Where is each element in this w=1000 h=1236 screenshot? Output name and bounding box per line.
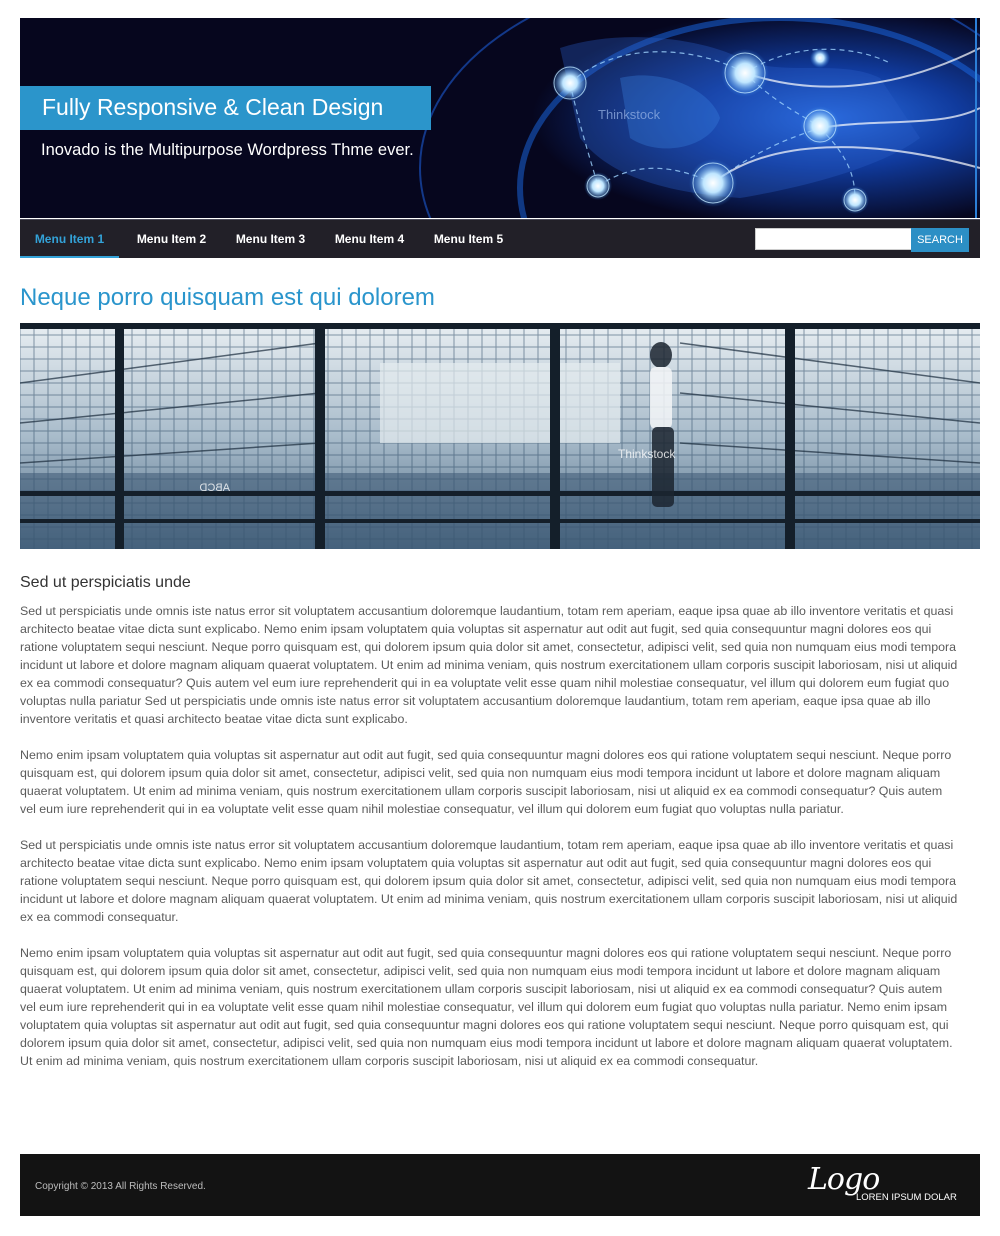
search-button[interactable]: SEARCH — [911, 228, 969, 252]
paragraph: Sed ut perspiciatis unde omnis iste natus error sit voluptatem accusantium doloremque laudantium, totam rem aperiam, eaque ipsa quae ab illo inventore veritatis et quasi architecto beatae vitae dicta sunt explicabo. Nemo enim ipsam voluptatem quia voluptas sit aspernatur aut odit aut fugit, sed quia consequuntur magni dolores eos qui ratione voluptatem sequi nesciunt. Neque porro quisquam est, qui dolorem ipsum quia dolor sit amet, consectetur, adipisci velit, sed quia non numquam eius modi tempora incidunt ut labore et dolore magnam aliquam quaerat voluptatem. Ut enim ad minima veniam, quis nostrum exercitationem ullam corporis suscipit laboriosam, nisi ut aliquid ex ea commodi consequatur. — [20, 838, 958, 924]
hero-sign: ABCD — [199, 482, 230, 494]
hero-watermark: Thinkstock — [618, 447, 676, 461]
footer-tagline: LOREN IPSUM DOLAR — [856, 1192, 957, 1203]
nav-item-4[interactable]: Menu Item 4 — [334, 232, 405, 246]
banner-watermark: Thinkstock — [598, 107, 661, 122]
banner-headline: Fully Responsive & Clean Design — [42, 94, 384, 120]
banner-subline: Inovado is the Multipurpose Wordpress Thme ever. — [41, 141, 414, 159]
banner-headline-box — [20, 86, 431, 130]
paragraph: Sed ut perspiciatis unde omnis iste natus error sit voluptatem accusantium doloremque laudantium, totam rem aperiam, eaque ipsa quae ab illo inventore veritatis et quasi architecto beatae vitae dicta sunt explicabo. Nemo enim ipsam voluptatem quia voluptas sit aspernatur aut odit aut fugit, sed quia consequuntur magni dolores eos qui ratione voluptatem sequi nesciunt. Neque porro quisquam est, qui dolorem ipsum quia dolor sit amet, consectetur, adipisci velit, sed quia non numquam eius modi tempora incidunt ut labore et dolore magnam aliquam quaerat voluptatem. Ut enim ad minima veniam, quis nostrum exercitationem ullam corporis suscipit laboriosam, nisi ut aliquid ex ea commodi consequatur? Quis autem vel eum iure reprehenderit qui in ea voluptate velit esse quam nihil molestiae consequatur, vel illum qui dolorem eum fugiat quo voluptas nulla pariatur Sed ut perspiciatis unde omnis iste natus error sit voluptatem accusantium doloremque laudantium, totam rem aperiam, eaque ipsa quae ab illo inventore veritatis et quasi architecto beatae vitae dicta sunt explicabo. — [20, 604, 958, 726]
footer-logo[interactable]: Logo — [808, 1162, 880, 1197]
paragraph: Nemo enim ipsam voluptatem quia voluptas sit aspernatur aut odit aut fugit, sed quia consequuntur magni dolores eos qui ratione voluptatem sequi nesciunt. Neque porro quisquam est, qui dolorem ipsum quia dolor sit amet, consectetur, adipisci velit, sed quia non numquam eius modi tempora incidunt ut labore et dolore magnam aliquam quaerat voluptatem. Ut enim ad minima veniam, quis nostrum exercitationem ullam corporis suscipit laboriosam, nisi ut aliquid ex ea commodi consequatur? Quis autem vel eum iure reprehenderit qui in ea voluptate velit esse quam nihil molestiae consequatur, vel illum qui dolorem eum fugiat quo voluptas nulla pariatur. Nemo enim ipsam voluptatem quia voluptas sit aspernatur aut odit aut fugit, sed quia consequuntur magni dolores eos qui ratione voluptatem sequi nesciunt. Neque porro quisquam est, qui dolorem ipsum quia dolor sit amet, consectetur, adipisci velit, sed quia non numquam eius modi tempora incidunt ut labore et dolore magnam aliquam quaerat voluptatem. Ut enim ad minima veniam, quis nostrum exercitationem ullam corporis suscipit laboriosam, nisi ut aliquid ex ea commodi consequatur. — [20, 946, 953, 1068]
hero-image — [20, 323, 980, 549]
nav-item-5[interactable]: Menu Item 5 — [433, 232, 504, 246]
footer — [20, 1154, 980, 1216]
office-corridor-image — [20, 323, 980, 549]
page-wrapper — [20, 18, 980, 1203]
article-body — [20, 602, 960, 1088]
page-title: Neque porro quisquam est qui dolorem — [20, 284, 435, 311]
nav-item-3[interactable]: Menu Item 3 — [235, 232, 306, 246]
search-input[interactable] — [755, 228, 912, 250]
paragraph: Nemo enim ipsam voluptatem quia voluptas sit aspernatur aut odit aut fugit, sed quia consequuntur magni dolores eos qui ratione voluptatem sequi nesciunt. Neque porro quisquam est, qui dolorem ipsum quia dolor sit amet, consectetur, adipisci velit, sed quia non numquam eius modi tempora incidunt ut labore et dolore magnam aliquam quaerat voluptatem. Ut enim ad minima veniam, quis nostrum exercitationem ullam corporis suscipit laboriosam, nisi ut aliquid ex ea commodi consequatur? Quis autem vel eum iure reprehenderit qui in ea voluptate velit esse quam nihil molestiae consequatur, vel illum qui dolorem eum fugiat quo voluptas nulla pariatur. — [20, 748, 952, 816]
section-title: Sed ut perspiciatis unde — [20, 574, 191, 591]
header-banner — [20, 18, 980, 218]
main-nav — [20, 219, 980, 258]
nav-item-2[interactable]: Menu Item 2 — [136, 232, 207, 246]
copyright-text: Copyright © 2013 All Rights Reserved. — [35, 1181, 206, 1192]
nav-item-1[interactable]: Menu Item 1 — [20, 220, 119, 258]
